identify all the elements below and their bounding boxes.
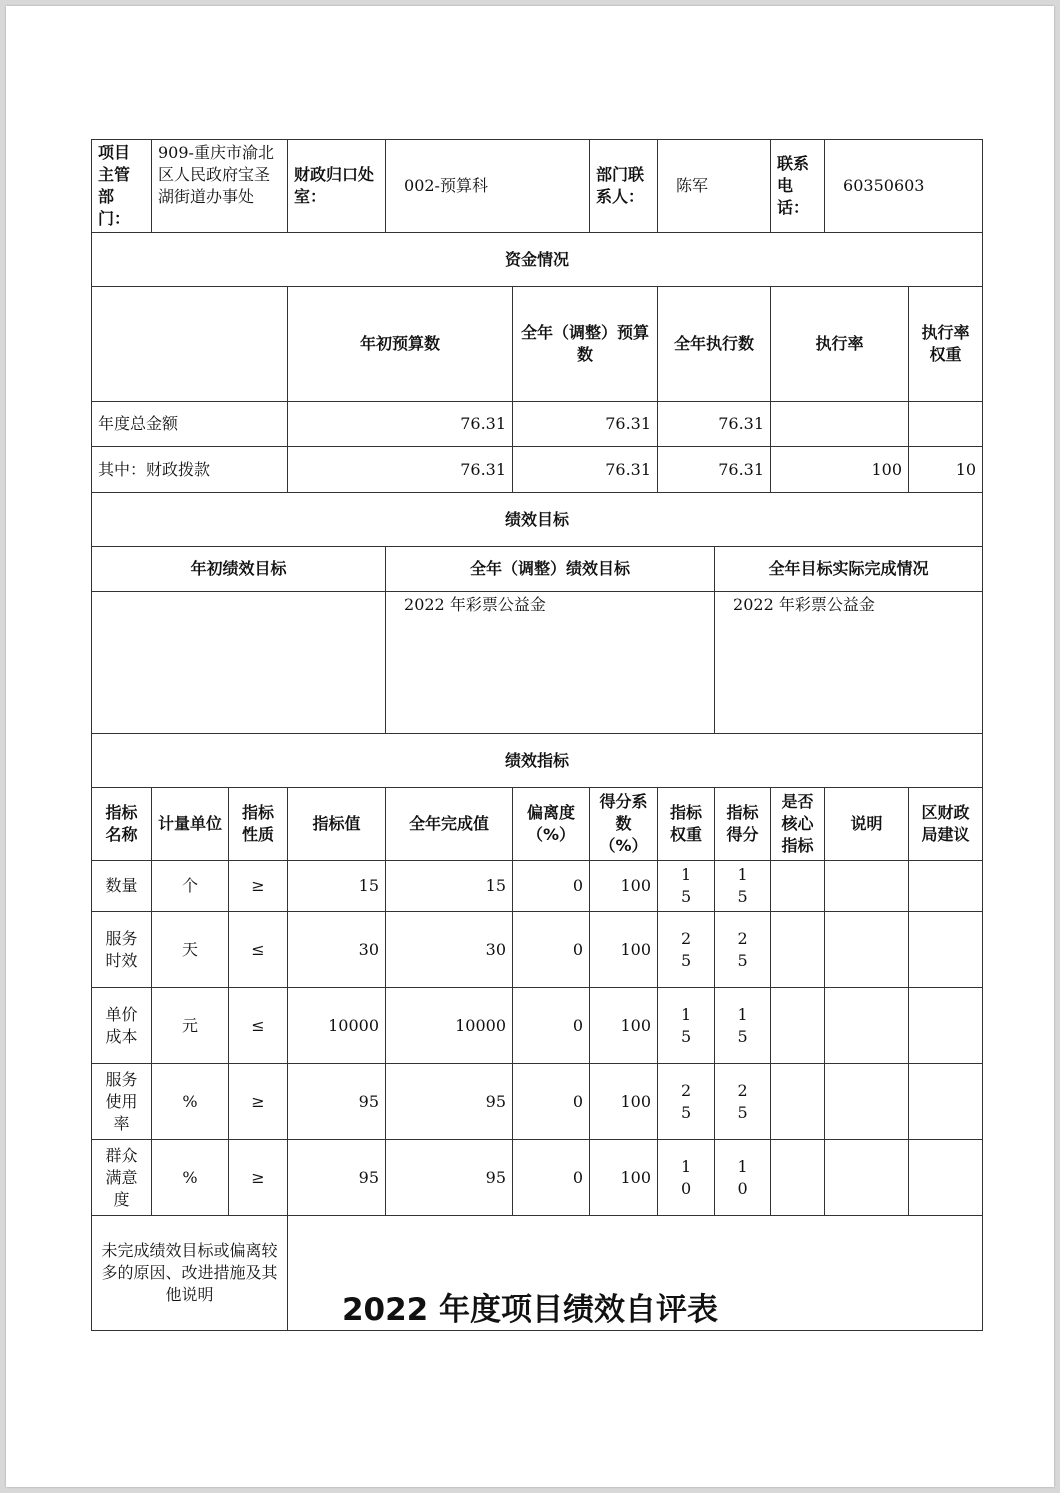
indicator-deviation: 0 bbox=[513, 988, 590, 1064]
goals-cell: 2022 年彩票公益金 bbox=[715, 592, 983, 734]
indicator-core bbox=[771, 912, 825, 988]
indicator-score: 2 5 bbox=[715, 912, 771, 988]
funds-row bbox=[92, 402, 983, 447]
indicator-nature: ≤ bbox=[229, 912, 288, 988]
indicator-score: 1 5 bbox=[715, 988, 771, 1064]
goals-row bbox=[92, 592, 983, 734]
indicator-core bbox=[771, 988, 825, 1064]
indicators-body bbox=[92, 861, 983, 1216]
funds-row-label: 其中：财政拨款 bbox=[92, 447, 288, 493]
indicator-advice bbox=[909, 1140, 983, 1216]
indicator-header: 指标得分 bbox=[715, 788, 771, 861]
indicator-nature: ≤ bbox=[229, 988, 288, 1064]
indicator-nature: ≥ bbox=[229, 1064, 288, 1140]
indicator-header: 指标权重 bbox=[658, 788, 715, 861]
goals-header: 全年目标实际完成情况 bbox=[715, 547, 983, 592]
goals-header-row bbox=[92, 547, 983, 592]
funds-cell bbox=[771, 402, 909, 447]
indicator-header: 计量单位 bbox=[152, 788, 229, 861]
funds-header: 执行率 bbox=[771, 287, 909, 402]
funds-header: 全年执行数 bbox=[658, 287, 771, 402]
indicator-nature: ≥ bbox=[229, 1140, 288, 1216]
indicator-name: 单价成本 bbox=[92, 988, 152, 1064]
funds-cell: 76.31 bbox=[513, 447, 658, 493]
goals-cell: 2022 年彩票公益金 bbox=[386, 592, 715, 734]
funds-cell: 76.31 bbox=[658, 447, 771, 493]
indicator-deviation: 0 bbox=[513, 912, 590, 988]
indicator-row bbox=[92, 1064, 983, 1140]
indicator-score: 2 5 bbox=[715, 1064, 771, 1140]
goals-cell bbox=[92, 592, 386, 734]
indicator-header: 指标值 bbox=[288, 788, 386, 861]
indicator-note bbox=[825, 861, 909, 912]
indicator-weight: 2 5 bbox=[658, 912, 715, 988]
indicator-weight: 1 5 bbox=[658, 861, 715, 912]
indicator-deviation: 0 bbox=[513, 1140, 590, 1216]
indicator-coef: 100 bbox=[590, 1140, 658, 1216]
indicator-actual: 10000 bbox=[386, 988, 513, 1064]
funds-row bbox=[92, 447, 983, 493]
indicator-advice bbox=[909, 1064, 983, 1140]
contact-label: 部门联系人： bbox=[590, 140, 658, 233]
indicator-unit: % bbox=[152, 1064, 229, 1140]
indicator-core bbox=[771, 1064, 825, 1140]
indicator-score: 1 0 bbox=[715, 1140, 771, 1216]
remarks-label: 未完成绩效目标或偏离较多的原因、改进措施及其他说明 bbox=[92, 1216, 288, 1331]
funds-header: 全年（调整）预算数 bbox=[513, 287, 658, 402]
goals-header: 年初绩效目标 bbox=[92, 547, 386, 592]
funds-cell: 76.31 bbox=[513, 402, 658, 447]
indicator-unit: % bbox=[152, 1140, 229, 1216]
funds-cell: 76.31 bbox=[288, 447, 513, 493]
indicator-header: 全年完成值 bbox=[386, 788, 513, 861]
indicator-name: 群众满意度 bbox=[92, 1140, 152, 1216]
funds-header-row bbox=[92, 287, 983, 402]
indicator-header: 偏离度（%） bbox=[513, 788, 590, 861]
page-title: 2022 年度项目绩效自评表 bbox=[341, 1292, 719, 1328]
indicator-row bbox=[92, 912, 983, 988]
indicator-target: 95 bbox=[288, 1140, 386, 1216]
indicator-advice bbox=[909, 861, 983, 912]
indicator-score: 1 5 bbox=[715, 861, 771, 912]
indicator-target: 15 bbox=[288, 861, 386, 912]
indicator-weight: 2 5 bbox=[658, 1064, 715, 1140]
indicator-advice bbox=[909, 988, 983, 1064]
indicator-target: 30 bbox=[288, 912, 386, 988]
indicator-row bbox=[92, 861, 983, 912]
goals-header: 全年（调整）绩效目标 bbox=[386, 547, 715, 592]
indicator-coef: 100 bbox=[590, 988, 658, 1064]
funds-row-label: 年度总金额 bbox=[92, 402, 288, 447]
goals-section-title: 绩效目标 bbox=[92, 493, 983, 547]
indicator-note bbox=[825, 988, 909, 1064]
indicator-deviation: 0 bbox=[513, 1064, 590, 1140]
funds-header: 执行率权重 bbox=[909, 287, 983, 402]
indicator-core bbox=[771, 861, 825, 912]
funds-cell: 100 bbox=[771, 447, 909, 493]
indicator-core bbox=[771, 1140, 825, 1216]
funds-cell: 76.31 bbox=[288, 402, 513, 447]
indicator-header: 指标名称 bbox=[92, 788, 152, 861]
indicator-weight: 1 5 bbox=[658, 988, 715, 1064]
funds-header-blank bbox=[92, 287, 288, 402]
indicators-header-row bbox=[92, 788, 983, 861]
indicator-note bbox=[825, 1140, 909, 1216]
indicator-name: 服务时效 bbox=[92, 912, 152, 988]
indicator-deviation: 0 bbox=[513, 861, 590, 912]
indicator-name: 服务使用率 bbox=[92, 1064, 152, 1140]
indicator-unit: 元 bbox=[152, 988, 229, 1064]
indicator-header: 是否核心指标 bbox=[771, 788, 825, 861]
indicator-coef: 100 bbox=[590, 861, 658, 912]
funds-header: 年初预算数 bbox=[288, 287, 513, 402]
header-row bbox=[92, 140, 983, 233]
dept-label: 项目主管部门： bbox=[92, 140, 152, 233]
indicator-header: 指标性质 bbox=[229, 788, 288, 861]
indicators-section-title: 绩效指标 bbox=[92, 734, 983, 788]
performance-table bbox=[91, 139, 983, 1331]
indicator-unit: 天 bbox=[152, 912, 229, 988]
indicator-name: 数量 bbox=[92, 861, 152, 912]
finance-label: 财政归口处室： bbox=[288, 140, 386, 233]
indicator-header: 说明 bbox=[825, 788, 909, 861]
funds-cell bbox=[909, 402, 983, 447]
indicator-actual: 15 bbox=[386, 861, 513, 912]
document-page bbox=[6, 6, 1054, 1487]
funds-section-title: 资金情况 bbox=[92, 233, 983, 287]
indicator-header: 得分系数（%） bbox=[590, 788, 658, 861]
indicator-unit: 个 bbox=[152, 861, 229, 912]
indicator-coef: 100 bbox=[590, 1064, 658, 1140]
indicator-weight: 1 0 bbox=[658, 1140, 715, 1216]
indicator-nature: ≥ bbox=[229, 861, 288, 912]
dept-value: 909-重庆市渝北区人民政府宝圣湖街道办事处 bbox=[152, 140, 288, 233]
contact-value: 陈军 bbox=[658, 140, 771, 233]
indicator-coef: 100 bbox=[590, 912, 658, 988]
phone-value: 60350603 bbox=[825, 140, 983, 233]
funds-cell: 76.31 bbox=[658, 402, 771, 447]
indicator-advice bbox=[909, 912, 983, 988]
indicator-note bbox=[825, 1064, 909, 1140]
funds-cell: 10 bbox=[909, 447, 983, 493]
indicator-target: 95 bbox=[288, 1064, 386, 1140]
indicator-header: 区财政局建议 bbox=[909, 788, 983, 861]
indicator-target: 10000 bbox=[288, 988, 386, 1064]
indicator-row bbox=[92, 988, 983, 1064]
indicator-actual: 95 bbox=[386, 1064, 513, 1140]
phone-label: 联系电话： bbox=[771, 140, 825, 233]
indicator-row bbox=[92, 1140, 983, 1216]
indicator-actual: 95 bbox=[386, 1140, 513, 1216]
indicator-actual: 30 bbox=[386, 912, 513, 988]
finance-value: 002-预算科 bbox=[386, 140, 590, 233]
indicator-note bbox=[825, 912, 909, 988]
